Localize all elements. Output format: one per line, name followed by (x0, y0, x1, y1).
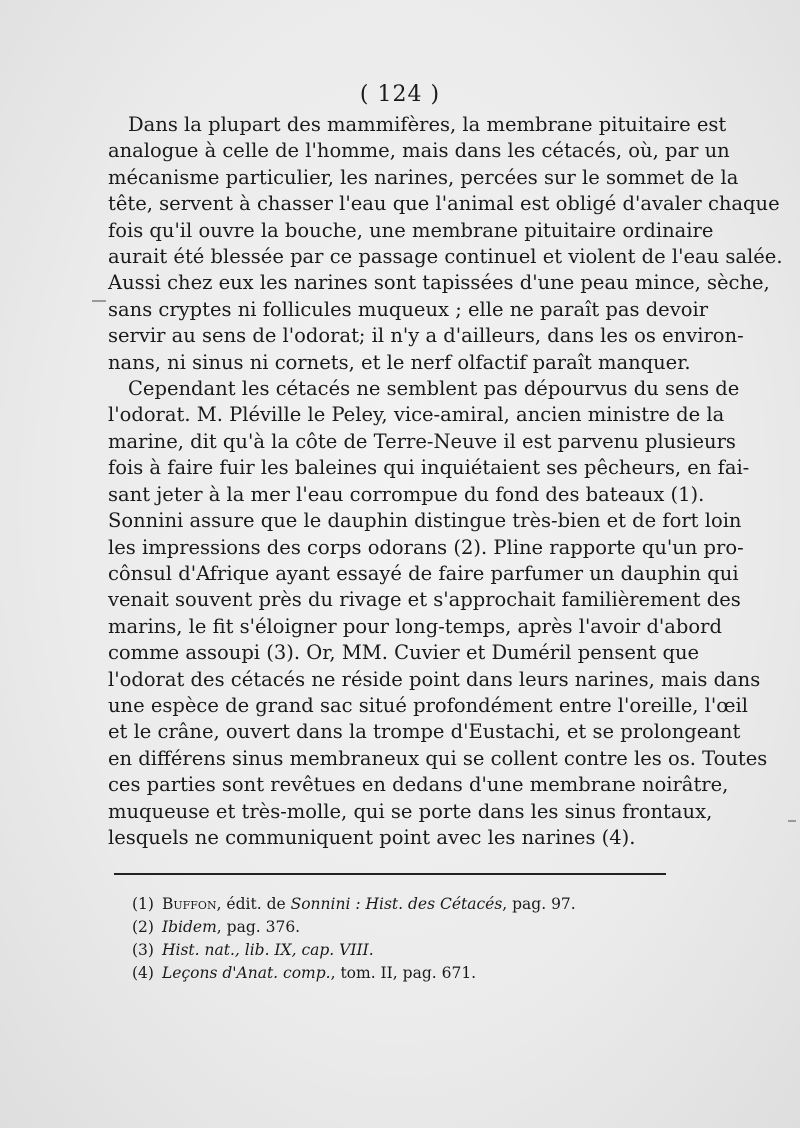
footnote-title: Leçons d'Anat. comp. (162, 964, 331, 982)
footnote-3 (132, 939, 612, 962)
paragraph-1 (108, 112, 783, 376)
footnote-separator (114, 873, 666, 875)
text-line: l'odorat. M. Pléville le Peley, vice-amiral, ancien ministre de la (108, 403, 725, 427)
text-line: et le crâne, ouvert dans la trompe d'Eustachi, et se prolongeant (108, 720, 741, 744)
scan-edge-mark (92, 300, 106, 302)
page-number: ( 124 ) (359, 82, 441, 107)
text-line: Aussi chez eux les narines sont tapissées d'une peau mince, sèche, (108, 271, 770, 295)
text-line: Cependant les cétacés ne semblent pas dépourvus du sens de (128, 377, 740, 401)
text-line: mécanisme particulier, les narines, percées sur le sommet de la (108, 165, 739, 189)
footnote-2 (132, 916, 612, 939)
text-line: comme assoupi (3). Or, MM. Cuvier et Duméril pensent que (108, 641, 700, 665)
text-line: sant jeter à la mer l'eau corrompue du fond des bateaux (1). (108, 482, 705, 506)
footnote-title: Hist. nat., lib. IX, cap. VIII. (162, 941, 374, 959)
text-line: venait souvent près du rivage et s'approchait familièrement des (108, 588, 741, 612)
text-line: cônsul d'Afrique ayant essayé de faire parfumer un dauphin qui (108, 561, 739, 585)
text-line: Dans la plupart des mammifères, la membrane pituitaire est (128, 113, 727, 136)
text-line: aurait été blessée par ce passage continuel et violent de l'eau salée. (108, 245, 783, 269)
footnote-1 (132, 893, 612, 916)
footnote-text: , édit. de (216, 895, 291, 913)
footnote-marker: (3) (132, 941, 154, 959)
text-line: Sonnini assure que le dauphin distingue très-bien et de fort loin (108, 509, 742, 533)
text-line: servir au sens de l'odorat; il n'y a d'ailleurs, dans les os environ- (108, 324, 744, 348)
footnote-4 (132, 962, 612, 985)
text-line: les impressions des corps odorans (2). Pline rapporte qu'un pro- (108, 535, 744, 559)
footnote-marker: (4) (132, 964, 154, 982)
footnote-text: , pag. 97. (502, 895, 576, 913)
body-text (108, 112, 783, 851)
text-line: analogue à celle de l'homme, mais dans les cétacés, où, par un (108, 139, 730, 163)
text-line: l'odorat des cétacés ne réside point dans leurs narines, mais dans (108, 667, 761, 691)
text-line: fois qu'il ouvre la bouche, une membrane pituitaire ordinaire (108, 218, 714, 242)
text-line: en différens sinus membraneux qui se collent contre les os. Toutes (108, 746, 768, 770)
scan-edge-mark (788, 820, 796, 822)
text-line: sans cryptes ni follicules muqueux ; elle ne paraît pas devoir (108, 297, 709, 321)
footnote-text: , tom. II, pag. 671. (330, 964, 477, 982)
text-line: lesquels ne communiquent point avec les narines (4). (108, 825, 636, 849)
text-line: marins, le fit s'éloigner pour long-temps, après l'avoir d'abord (108, 614, 722, 638)
footnote-text: , pag. 376. (216, 918, 301, 936)
text-line: ces parties sont revêtues en dedans d'une membrane noirâtre, (108, 773, 729, 797)
footnote-marker: (2) (132, 918, 154, 936)
paragraph-2 (108, 376, 768, 851)
footnotes (132, 893, 612, 985)
footnote-author: Buffon (162, 895, 217, 913)
text-line: muqueuse et très-molle, qui se porte dans les sinus frontaux, (108, 799, 713, 823)
footnote-title: Sonnini : Hist. des Cétacés (290, 895, 503, 913)
text-line: tête, servent à chasser l'eau que l'animal est obligé d'avaler chaque (108, 192, 780, 216)
footnote-marker: (1) (132, 895, 154, 913)
footnote-title: Ibidem (162, 918, 217, 936)
text-line: marine, dit qu'à la côte de Terre-Neuve il est parvenu plusieurs (108, 429, 736, 453)
text-line: nans, ni sinus ni cornets, et le nerf olfactif paraît manquer. (108, 350, 691, 374)
text-line: fois à faire fuir les baleines qui inquiétaient ses pêcheurs, en fai- (108, 456, 750, 480)
text-line: une espèce de grand sac situé profondément entre l'oreille, l'œil (108, 693, 749, 717)
